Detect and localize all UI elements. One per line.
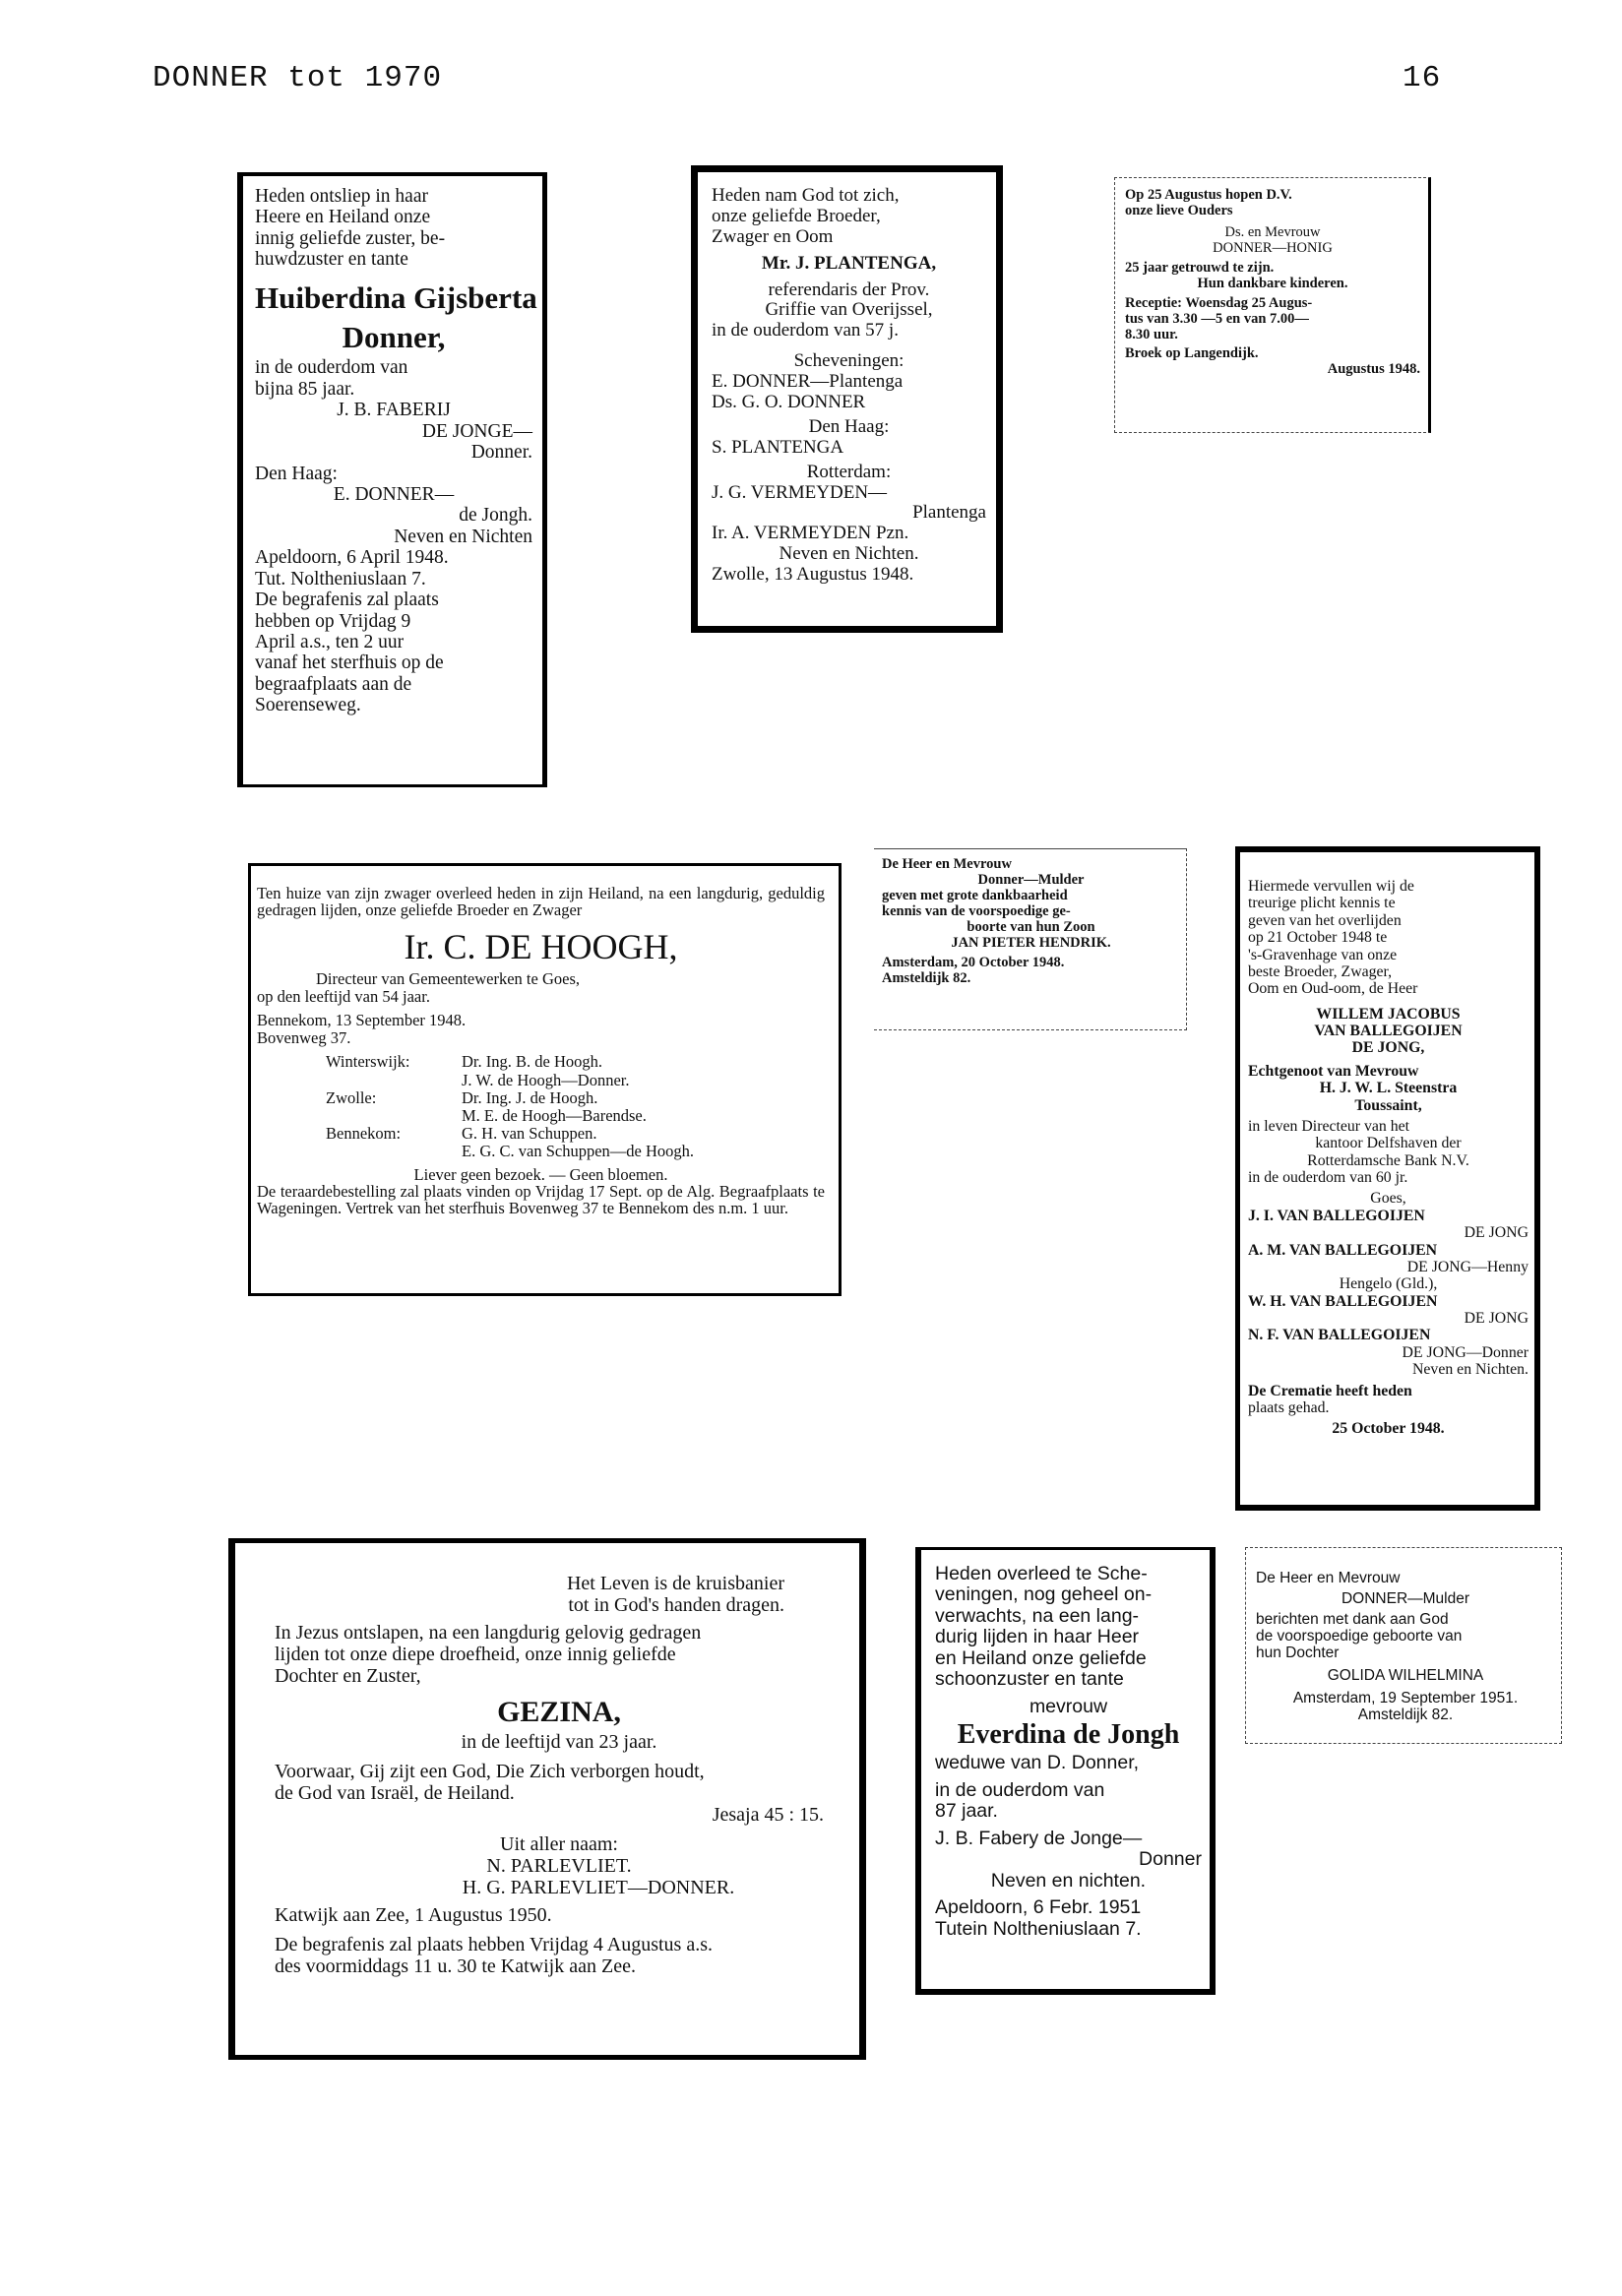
clip-line: H. G. PARLEVLIET—DONNER. bbox=[462, 1877, 735, 1898]
clip-line: Echtgenoot van Mevrouw bbox=[1248, 1062, 1419, 1080]
clipping-birth-jan-pieter-hendrik bbox=[874, 848, 1187, 1030]
clip-line: Zwolle, 13 Augustus 1948. bbox=[712, 564, 914, 586]
clip-line: Soerenseweg. bbox=[255, 695, 361, 716]
clip-line: in de leeftijd van 23 jaar. bbox=[461, 1731, 657, 1753]
clip-line: JAN PIETER HENDRIK. bbox=[951, 934, 1111, 951]
clip-line: Oom en Oud-oom, de Heer bbox=[1248, 980, 1418, 998]
clip-line: bijna 85 jaar. bbox=[255, 378, 355, 400]
clip-line: huwdzuster en tante bbox=[255, 249, 408, 271]
deceased-name: Huiberdina Gijsberta bbox=[255, 279, 537, 315]
family-place bbox=[326, 1107, 444, 1125]
clip-line: onze lieve Ouders bbox=[1125, 202, 1233, 218]
clip-line: Ir. A. VERMEYDEN Pzn. bbox=[712, 523, 909, 544]
family-table bbox=[326, 1053, 825, 1160]
clip-line: N. F. VAN BALLEGOIJEN bbox=[1248, 1327, 1431, 1344]
clip-line: plaats gehad. bbox=[1248, 1398, 1330, 1416]
clip-line: Heden overleed te Sche- bbox=[935, 1563, 1148, 1584]
document-title: DONNER tot 1970 bbox=[153, 61, 443, 95]
clip-line: N. PARLEVLIET. bbox=[486, 1855, 632, 1877]
clip-line: W. H. VAN BALLEGOIJEN bbox=[1248, 1292, 1438, 1310]
clip-line: Apeldoorn, 6 Febr. 1951 bbox=[935, 1896, 1142, 1919]
clip-line: referendaris der Prov. bbox=[768, 279, 930, 300]
clip-line: geven van het overlijden bbox=[1248, 911, 1402, 929]
clipping-obituary-gezina bbox=[228, 1538, 866, 2060]
clip-line: Ds. en Mevrouw bbox=[1224, 223, 1321, 240]
clip-line: 8.30 uur. bbox=[1125, 326, 1178, 342]
clip-line: In Jezus ontslapen, na een langdurig gelovig gedragen bbox=[275, 1622, 702, 1644]
clip-line: geven met grote dankbaarheid bbox=[882, 887, 1068, 903]
family-place: Zwolle: bbox=[326, 1087, 377, 1107]
clip-line: de God van Israël, de Heiland. bbox=[275, 1782, 515, 1804]
clip-line: DONNER—Mulder bbox=[1341, 1590, 1470, 1608]
family-place bbox=[326, 1072, 444, 1089]
clip-line: Griffie van Overijssel, bbox=[765, 299, 933, 321]
family-name: Dr. Ing. J. de Hoogh. bbox=[462, 1087, 598, 1107]
deceased-name: WILLEM JACOBUS bbox=[1316, 1005, 1461, 1023]
clip-line: beste Broeder, Zwager, bbox=[1248, 962, 1393, 980]
clip-line: en Heiland onze geliefde bbox=[935, 1646, 1147, 1669]
clip-line: in leven Directeur van het bbox=[1248, 1117, 1410, 1135]
family-name: J. W. de Hoogh—Donner. bbox=[462, 1070, 630, 1089]
clip-line: J. B. FABERIJ bbox=[337, 400, 451, 421]
clip-line: J. B. Fabery de Jonge— bbox=[935, 1827, 1143, 1849]
clip-line: DONNER—HONIG bbox=[1213, 239, 1333, 256]
family-name: G. H. van Schuppen. bbox=[462, 1123, 597, 1143]
clip-line: Neven en Nichten. bbox=[1412, 1361, 1528, 1379]
clip-line: Bovenweg 37. bbox=[257, 1028, 351, 1048]
clip-line: weduwe van D. Donner, bbox=[935, 1752, 1140, 1774]
deceased-name: VAN BALLEGOIJEN bbox=[1314, 1023, 1463, 1039]
clip-line: Directeur van Gemeentewerken te Goes, bbox=[316, 968, 580, 988]
clip-line: Hengelo (Gld.), bbox=[1339, 1275, 1438, 1293]
clip-line: Amsterdam, 20 October 1948. bbox=[882, 954, 1065, 970]
family-place: Bennekom: bbox=[326, 1123, 402, 1143]
clip-line: Plantenga bbox=[912, 502, 986, 524]
clip-line: innig geliefde zuster, be- bbox=[255, 227, 446, 249]
clip-line: E. DONNER— bbox=[333, 483, 455, 505]
clip-line: DE JONG bbox=[1464, 1310, 1528, 1327]
clip-line: A. M. VAN BALLEGOIJEN bbox=[1248, 1241, 1438, 1259]
clipping-birth-golida-wilhelmina bbox=[1245, 1547, 1562, 1744]
clip-line: Tutein Noltheniuslaan 7. bbox=[935, 1917, 1142, 1940]
family-place: Winterswijk: bbox=[326, 1052, 410, 1072]
deceased-name: Mr. J. PLANTENGA, bbox=[761, 252, 937, 274]
clip-motto: Het Leven is de kruisbanier bbox=[566, 1573, 784, 1594]
clip-line: Dochter en Zuster, bbox=[275, 1665, 421, 1687]
clip-line: 87 jaar. bbox=[935, 1800, 998, 1823]
clip-line: veningen, nog geheel on- bbox=[935, 1583, 1153, 1606]
clip-line: Den Haag: bbox=[808, 415, 890, 437]
clip-line: De Heer en Mevrouw bbox=[882, 856, 1012, 872]
clip-line: Rotterdam: bbox=[806, 461, 892, 482]
clip-line: Neven en Nichten bbox=[394, 526, 532, 547]
clip-line: schoonzuster en tante bbox=[935, 1668, 1124, 1691]
clip-line: DE JONG bbox=[1464, 1224, 1528, 1242]
clip-line: Uit aller naam: bbox=[500, 1833, 618, 1855]
clip-line: Amsteldijk 82. bbox=[882, 969, 971, 986]
clip-line: verwachts, na een lang- bbox=[935, 1604, 1140, 1627]
clipping-obituary-plantenga bbox=[691, 165, 1003, 633]
clip-line: in de ouderdom van 57 j. bbox=[712, 320, 899, 341]
clipping-obituary-van-ballegoijen bbox=[1235, 846, 1540, 1511]
clip-line: Goes, bbox=[1370, 1190, 1406, 1208]
clip-line: J. G. VERMEYDEN— bbox=[712, 481, 888, 503]
clipping-anniversary-donner-honig bbox=[1114, 177, 1431, 433]
clip-line: in de ouderdom van bbox=[255, 357, 408, 379]
clip-line: Hiermede vervullen wij de bbox=[1248, 878, 1414, 895]
clipping-obituary-huiberdina bbox=[237, 172, 547, 787]
clip-line: in de ouderdom van bbox=[935, 1778, 1105, 1801]
clip-line: op 21 October 1948 te bbox=[1248, 929, 1388, 947]
clipping-obituary-everdina bbox=[915, 1547, 1216, 1995]
family-name: M. E. de Hoogh—Barendse. bbox=[462, 1105, 647, 1125]
page-number: 16 bbox=[1403, 61, 1442, 95]
clip-line: E. DONNER—Plantenga bbox=[712, 371, 904, 393]
clip-line: Scheveningen: bbox=[793, 350, 905, 372]
clip-line: berichten met dank aan God bbox=[1256, 1611, 1449, 1629]
clip-line: Neven en nichten. bbox=[990, 1869, 1147, 1892]
deceased-name: GEZINA, bbox=[497, 1696, 621, 1728]
clip-line: 25 October 1948. bbox=[1332, 1420, 1445, 1438]
clip-line: tus van 3.30 —5 en van 7.00— bbox=[1125, 310, 1309, 327]
clip-line: Katwijk aan Zee, 1 Augustus 1950. bbox=[275, 1904, 552, 1926]
clip-line: DE JONG—Donner bbox=[1402, 1343, 1528, 1361]
clip-line: GOLIDA WILHELMINA bbox=[1327, 1667, 1484, 1685]
clip-line: Donner. bbox=[470, 442, 532, 464]
clip-line: DE JONGE— bbox=[421, 420, 532, 442]
deceased-surname: Donner, bbox=[342, 320, 446, 355]
clip-line: onze geliefde Broeder, bbox=[712, 205, 881, 226]
clip-line: Tut. Noltheniuslaan 7. bbox=[255, 568, 426, 590]
clip-line: Heere en Heiland onze bbox=[255, 207, 431, 228]
clip-line: Op 25 Augustus hopen D.V. bbox=[1125, 187, 1292, 203]
clip-line: Heden ontsliep in haar bbox=[255, 186, 428, 207]
clipping-obituary-de-hoogh bbox=[248, 863, 842, 1296]
clip-line: De Crematie heeft heden bbox=[1248, 1382, 1412, 1399]
clip-funeral: De teraardebestelling zal plaats vinden op Vrijdag 17 Sept. op de Alg. Begraafplaats te Wageningen. Vertrek van het sterfhuis Bovenweg 37 te Bennekom des n.m. 1 uur. bbox=[257, 1182, 825, 1217]
clip-line: H. J. W. L. Steenstra bbox=[1319, 1080, 1458, 1097]
clip-line: in de ouderdom van 60 jr. bbox=[1248, 1169, 1408, 1186]
clip-line: J. I. VAN BALLEGOIJEN bbox=[1248, 1207, 1425, 1224]
clip-line: kantoor Delfshaven der bbox=[1315, 1135, 1462, 1152]
clip-line: Den Haag: bbox=[255, 463, 338, 484]
clip-line: treurige plicht kennis te bbox=[1248, 895, 1396, 912]
deceased-name: Everdina de Jongh bbox=[957, 1719, 1180, 1751]
clip-line: begraafplaats aan de bbox=[255, 673, 412, 695]
clip-line: De Heer en Mevrouw bbox=[1256, 1570, 1401, 1586]
clip-line: kennis van de voorspoedige ge- bbox=[882, 902, 1071, 919]
clip-line: Donner bbox=[1139, 1848, 1202, 1871]
clip-line: des voormiddags 11 u. 30 te Katwijk aan Zee. bbox=[275, 1955, 636, 1977]
clip-line: Apeldoorn, 6 April 1948. bbox=[255, 547, 449, 569]
clip-line: De begrafenis zal plaats bbox=[255, 590, 439, 611]
clip-line: Jesaja 45 : 15. bbox=[712, 1804, 824, 1826]
clip-line: S. PLANTENGA bbox=[712, 436, 844, 458]
deceased-name: DE JONG, bbox=[1351, 1039, 1425, 1057]
clip-line: lijden tot onze diepe droefheid, onze innig geliefde bbox=[275, 1644, 676, 1665]
clip-line: vanaf het sterfhuis op de bbox=[255, 652, 444, 674]
clip-line: De begrafenis zal plaats hebben Vrijdag 4 Augustus a.s. bbox=[275, 1934, 713, 1955]
clip-line: Augustus 1948. bbox=[1327, 361, 1420, 378]
clip-note: Liever geen bezoek. — Geen bloemen. bbox=[413, 1165, 668, 1185]
clip-line: Hun dankbare kinderen. bbox=[1197, 275, 1348, 291]
clip-line: de Jongh. bbox=[459, 505, 532, 527]
family-place bbox=[326, 1143, 444, 1160]
clip-line: Receptie: Woensdag 25 Augus- bbox=[1125, 294, 1313, 311]
clip-line: Rotterdamsche Bank N.V. bbox=[1307, 1151, 1469, 1169]
clip-line: durig lijden in haar Heer bbox=[935, 1626, 1140, 1648]
family-name: Dr. Ing. B. de Hoogh. bbox=[462, 1052, 602, 1072]
clip-line: op den leeftijd van 54 jaar. bbox=[257, 986, 430, 1006]
clip-line: Voorwaar, Gij zijt een God, Die Zich verborgen houdt, bbox=[275, 1761, 705, 1782]
clip-line: Heden nam God tot zich, bbox=[712, 185, 900, 206]
clip-intro: Ten huize van zijn zwager overleed heden in zijn Heiland, na een langdurig, geduldig gedragen lijden, onze geliefde Broeder en Zwager bbox=[257, 884, 825, 919]
clip-line: Amsterdam, 19 September 1951. bbox=[1292, 1690, 1519, 1707]
family-name: E. G. C. van Schuppen—de Hoogh. bbox=[462, 1142, 695, 1161]
clip-line: boorte van hun Zoon bbox=[967, 918, 1095, 935]
clip-line: Zwager en Oom bbox=[712, 225, 834, 247]
clip-line: Toussaint, bbox=[1354, 1096, 1422, 1114]
deceased-name: Ir. C. DE HOOGH, bbox=[404, 927, 678, 966]
clip-line: DE JONG—Henny bbox=[1406, 1258, 1528, 1275]
clip-line: Amsteldijk 82. bbox=[1357, 1706, 1454, 1724]
clip-motto: tot in God's handen dragen. bbox=[568, 1594, 784, 1616]
clip-line: Neven en Nichten. bbox=[779, 543, 919, 565]
clip-line: Donner—Mulder bbox=[977, 871, 1085, 888]
clip-line: April a.s., ten 2 uur bbox=[255, 632, 405, 653]
clip-line: mevrouw bbox=[1029, 1695, 1108, 1717]
clip-line: Ds. G. O. DONNER bbox=[712, 392, 866, 413]
clip-line: hun Dochter bbox=[1256, 1644, 1340, 1662]
clip-line: 's-Gravenhage van onze bbox=[1248, 946, 1398, 963]
clip-line: de voorspoedige geboorte van bbox=[1256, 1628, 1463, 1645]
clip-line: 25 jaar getrouwd te zijn. bbox=[1125, 259, 1275, 276]
clip-line: Broek op Langendijk. bbox=[1125, 345, 1259, 362]
clip-line: hebben op Vrijdag 9 bbox=[255, 610, 411, 632]
clip-line: Bennekom, 13 September 1948. bbox=[257, 1011, 467, 1030]
